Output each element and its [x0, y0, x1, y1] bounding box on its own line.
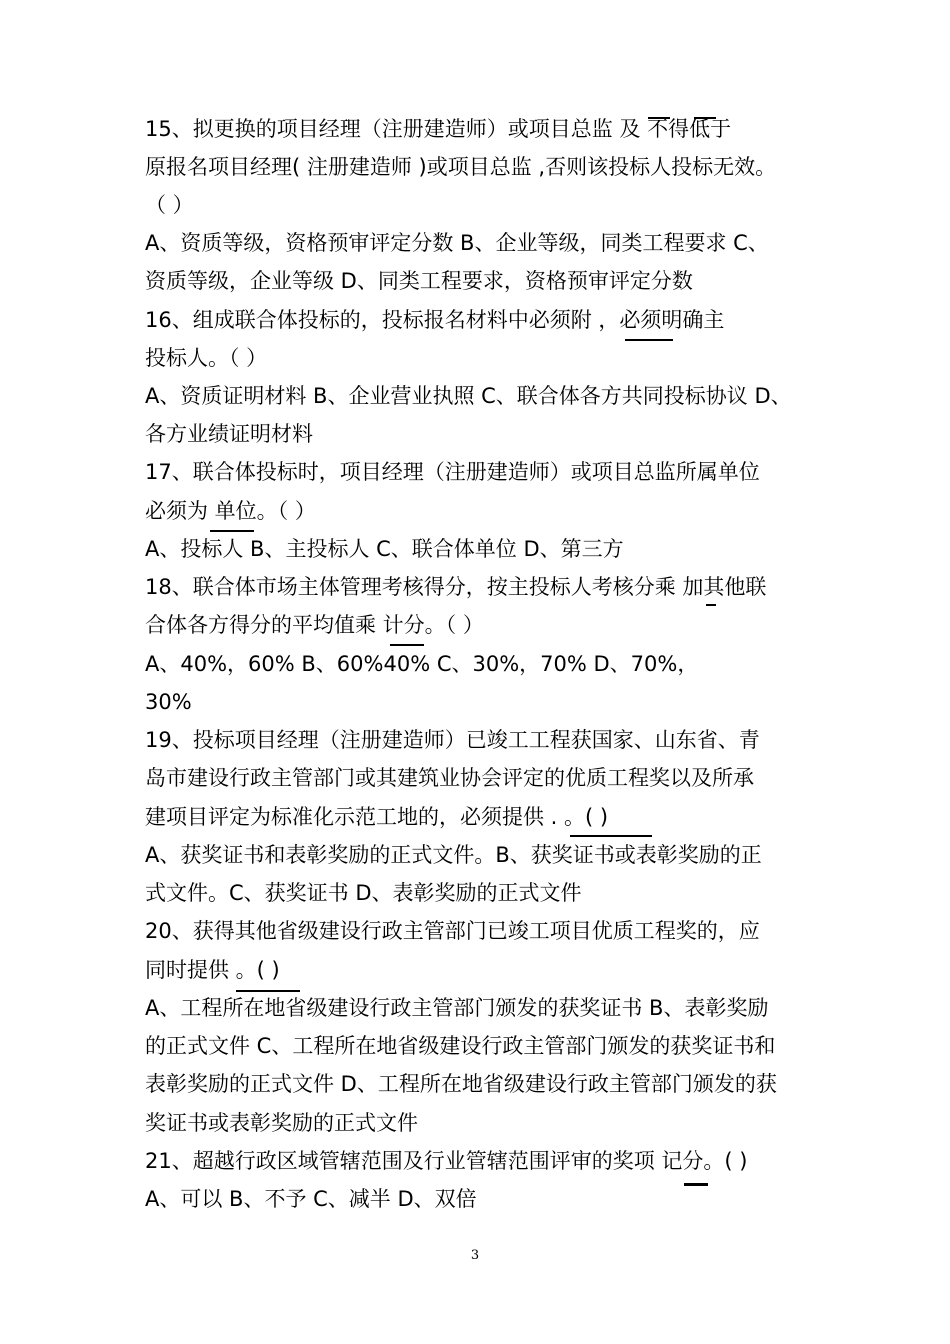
answer-blank [648, 117, 670, 119]
text-line: A、40%，60% B、60%40% C、30%，70% D、70%， [145, 652, 699, 676]
answer-blank [210, 530, 254, 532]
text-line: （ ） [145, 193, 194, 217]
text-line: 投标人。（ ） [145, 346, 268, 370]
text-line: A、投标人 B、主投标人 C、联合体单位 D、第三方 [145, 537, 624, 561]
text-line: A、可以 B、不予 C、减半 D、双倍 [145, 1187, 477, 1211]
text-line: 21、超越行政区域管辖范围及行业管辖范围评审的奖项 记分。( ) [145, 1149, 748, 1173]
answer-blank [570, 835, 652, 837]
answer-blank [236, 990, 300, 992]
text-line: 岛市建设行政主管部门或其建筑业协会评定的优质工程奖以及所承 [145, 766, 754, 790]
answer-blank [694, 117, 716, 119]
text-line: 原报名项目经理( 注册建造师 )或项目总监 ,否则该投标人投标无效。 [145, 155, 777, 179]
text-line: 20、获得其他省级建设行政主管部门已竣工项目优质工程奖的，应 [145, 919, 760, 943]
text-line: 17、联合体投标时，项目经理（注册建造师）或项目总监所属单位 [145, 460, 760, 484]
text-line: 18、联合体市场主体管理考核得分，按主投标人考核分乘 加其他联 [145, 575, 767, 599]
text-line: 奖证书或表彰奖励的正式文件 [145, 1111, 418, 1135]
text-line: A、资质等级，资格预审评定分数 B、企业等级，同类工程要求 C、 [145, 231, 769, 255]
text-line: 16、组成联合体投标的，投标报名材料中必须附 ，必须明确主 [145, 308, 725, 332]
text-line: 必须为 单位。（ ） [145, 499, 316, 523]
answer-blank [684, 1183, 708, 1186]
answer-blank [390, 644, 424, 646]
text-line: 19、投标项目经理（注册建造师）已竣工工程获国家、山东省、青 [145, 728, 760, 752]
text-line: 资质等级，企业等级 D、同类工程要求，资格预审评定分数 [145, 269, 693, 293]
text-line: 的正式文件 C、工程所在地省级建设行政主管部门颁发的获奖证书和 [145, 1034, 776, 1058]
answer-blank [706, 604, 716, 606]
text-line: 合体各方得分的平均值乘 计分。（ ） [145, 613, 484, 637]
text-line: 同时提供 。( ) [145, 958, 280, 982]
text-line: A、工程所在地省级建设行政主管部门颁发的获奖证书 B、表彰奖励 [145, 996, 769, 1020]
text-line: 式文件。C、获奖证书 D、表彰奖励的正式文件 [145, 881, 582, 905]
text-line: A、资质证明材料 B、企业营业执照 C、联合体各方共同投标协议 D、 [145, 384, 792, 408]
page-number: 3 [470, 1248, 480, 1263]
text-line: 建项目评定为标准化示范工地的，必须提供 . 。( ) [145, 805, 609, 829]
text-line: A、获奖证书和表彰奖励的正式文件。B、获奖证书或表彰奖励的正 [145, 843, 762, 867]
text-line: 30% [145, 690, 192, 714]
text-line: 表彰奖励的正式文件 D、工程所在地省级建设行政主管部门颁发的获 [145, 1072, 777, 1096]
answer-blank [625, 339, 673, 341]
text-line: 各方业绩证明材料 [145, 422, 313, 446]
text-line: 15、拟更换的项目经理（注册建造师）或项目总监 及 不得低于 [145, 117, 732, 141]
